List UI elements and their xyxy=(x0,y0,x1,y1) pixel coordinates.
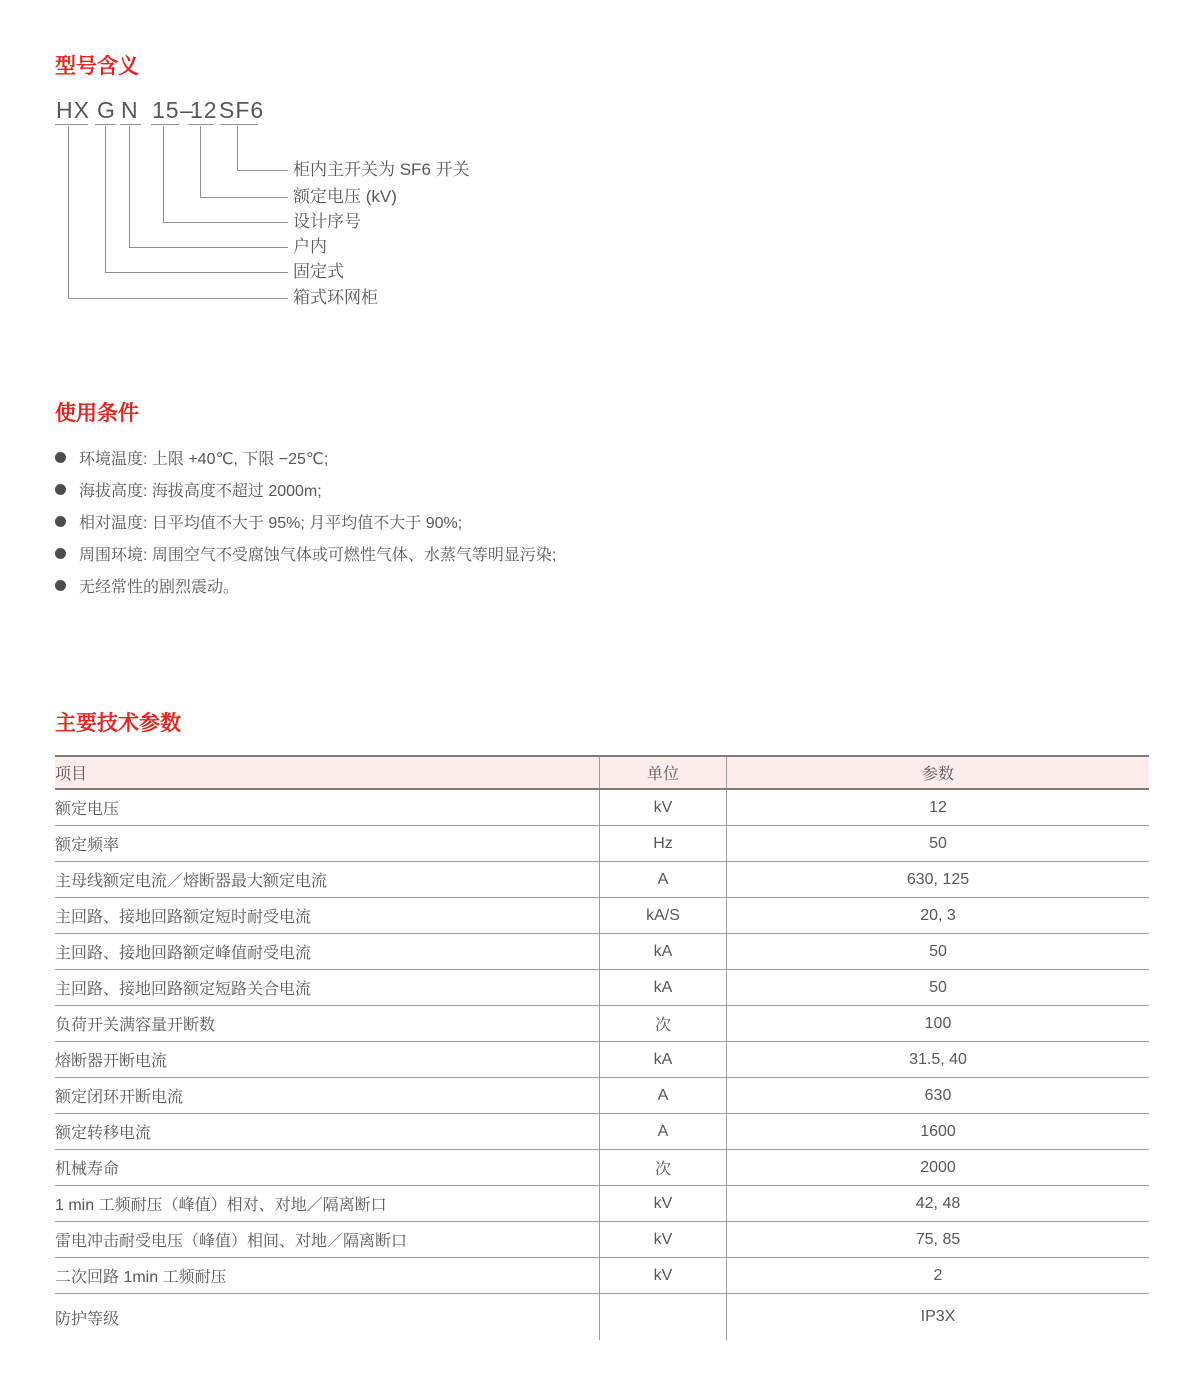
model-code-segment: G xyxy=(97,97,116,123)
condition-text: 海拔高度: 海拔高度不超过 2000m; xyxy=(79,482,322,500)
cell-unit: kA xyxy=(600,934,727,970)
cell-unit: A xyxy=(600,862,727,898)
cell-unit: A xyxy=(600,1114,727,1150)
cell-item: 雷电冲击耐受电压（峰值）相间、对地／隔离断口 xyxy=(55,1222,600,1258)
condition-text: 相对温度: 日平均值不大于 95%; 月平均值不大于 90%; xyxy=(79,514,463,532)
condition-item xyxy=(55,473,556,505)
model-code-segment: SF6 xyxy=(219,97,265,123)
model-label: 箱式环网柜 xyxy=(293,288,378,307)
table-row xyxy=(55,862,1149,898)
model-underline xyxy=(188,124,214,125)
cell-unit: kA/S xyxy=(600,898,727,934)
cell-item: 主回路、接地回路额定峰值耐受电流 xyxy=(55,934,600,970)
bullet-icon xyxy=(55,548,66,559)
table-row xyxy=(55,934,1149,970)
model-label: 固定式 xyxy=(293,262,344,281)
table-row xyxy=(55,1150,1149,1186)
cell-item: 主回路、接地回路额定短路关合电流 xyxy=(55,970,600,1006)
cell-item: 额定闭环开断电流 xyxy=(55,1078,600,1114)
header-cell-item: 项目 xyxy=(55,756,600,789)
header-cell-unit: 单位 xyxy=(600,756,727,789)
cell-item: 熔断器开断电流 xyxy=(55,1042,600,1078)
cell-item: 机械寿命 xyxy=(55,1150,600,1186)
cell-unit: kA xyxy=(600,970,727,1006)
cell-value: 75, 85 xyxy=(727,1222,1150,1258)
cell-value: 50 xyxy=(727,970,1150,1006)
cell-item: 额定电压 xyxy=(55,789,600,826)
table-row xyxy=(55,826,1149,862)
condition-text: 无经常性的剧烈震动。 xyxy=(79,578,240,596)
table-row xyxy=(55,970,1149,1006)
model-code-segment: HX xyxy=(56,97,90,123)
model-label: 户内 xyxy=(293,237,327,256)
cell-unit: Hz xyxy=(600,826,727,862)
model-label: 额定电压 (kV) xyxy=(293,187,397,206)
bullet-icon xyxy=(55,484,66,495)
condition-item xyxy=(55,505,556,537)
table-row xyxy=(55,1294,1149,1341)
table-row xyxy=(55,1258,1149,1294)
cell-item: 负荷开关满容量开断数 xyxy=(55,1006,600,1042)
condition-item xyxy=(55,537,556,569)
conditions-section-title: 使用条件 xyxy=(55,402,139,425)
cell-value: 2 xyxy=(727,1258,1150,1294)
model-code-segment: 12 xyxy=(190,97,218,123)
cell-value: 20, 3 xyxy=(727,898,1150,934)
cell-item: 主回路、接地回路额定短时耐受电流 xyxy=(55,898,600,934)
header-cell-value: 参数 xyxy=(727,756,1150,789)
table-row xyxy=(55,1114,1149,1150)
condition-item xyxy=(55,569,556,601)
model-code-segment: N xyxy=(121,97,139,123)
cell-value: 2000 xyxy=(727,1150,1150,1186)
cell-value: 42, 48 xyxy=(727,1186,1150,1222)
params-section-title: 主要技术参数 xyxy=(55,712,181,735)
cell-unit: kA xyxy=(600,1042,727,1078)
bullet-icon xyxy=(55,516,66,527)
cell-unit: 次 xyxy=(600,1006,727,1042)
cell-item: 二次回路 1min 工频耐压 xyxy=(55,1258,600,1294)
model-underline xyxy=(55,124,88,125)
table-row xyxy=(55,1186,1149,1222)
cell-value: 100 xyxy=(727,1006,1150,1042)
table-row xyxy=(55,898,1149,934)
condition-text: 环境温度: 上限 +40℃, 下限 −25℃; xyxy=(79,450,329,468)
cell-item: 额定转移电流 xyxy=(55,1114,600,1150)
cell-item: 防护等级 xyxy=(55,1310,120,1328)
table-row xyxy=(55,1042,1149,1078)
model-underline xyxy=(220,124,258,125)
cell-unit: kV xyxy=(600,1258,727,1294)
bullet-icon xyxy=(55,452,66,463)
cell-unit: A xyxy=(600,1078,727,1114)
table-header-row xyxy=(55,756,1149,789)
model-underline xyxy=(151,124,179,125)
model-code-segment: 15 xyxy=(152,97,180,123)
cell-value: 1600 xyxy=(727,1114,1150,1150)
model-underline xyxy=(120,124,141,125)
condition-text: 周围环境: 周围空气不受腐蚀气体或可燃性气体、水蒸气等明显污染; xyxy=(79,546,557,564)
cell-unit: kV xyxy=(600,1186,727,1222)
model-section-title: 型号含义 xyxy=(55,55,139,78)
model-underline xyxy=(95,124,116,125)
table-row xyxy=(55,1222,1149,1258)
conditions-list xyxy=(55,441,556,601)
cell-value: 50 xyxy=(727,826,1150,862)
cell-value: IP3X xyxy=(920,1308,956,1325)
cell-item: 额定频率 xyxy=(55,826,600,862)
model-label: 柜内主开关为 SF6 开关 xyxy=(293,160,470,179)
bullet-icon xyxy=(55,580,66,591)
cell-value: 12 xyxy=(727,789,1150,826)
cell-unit xyxy=(600,1294,727,1341)
cell-unit: 次 xyxy=(600,1150,727,1186)
cell-unit: kV xyxy=(600,789,727,826)
cell-unit: kV xyxy=(600,1222,727,1258)
cell-value: 50 xyxy=(727,934,1150,970)
table-row xyxy=(55,1078,1149,1114)
table-row xyxy=(55,1006,1149,1042)
condition-item xyxy=(55,441,556,473)
connector-line xyxy=(68,126,288,299)
cell-value: 31.5, 40 xyxy=(727,1042,1150,1078)
cell-item: 主母线额定电流／熔断器最大额定电流 xyxy=(55,862,600,898)
model-code-dash: – xyxy=(180,97,194,123)
cell-value: 630, 125 xyxy=(727,862,1150,898)
model-label: 设计序号 xyxy=(293,212,361,231)
cell-item: 1 min 工频耐压（峰值）相对、对地／隔离断口 xyxy=(55,1186,600,1222)
parameters-table xyxy=(55,755,1149,1340)
cell-value: 630 xyxy=(727,1078,1150,1114)
table-row xyxy=(55,789,1149,826)
